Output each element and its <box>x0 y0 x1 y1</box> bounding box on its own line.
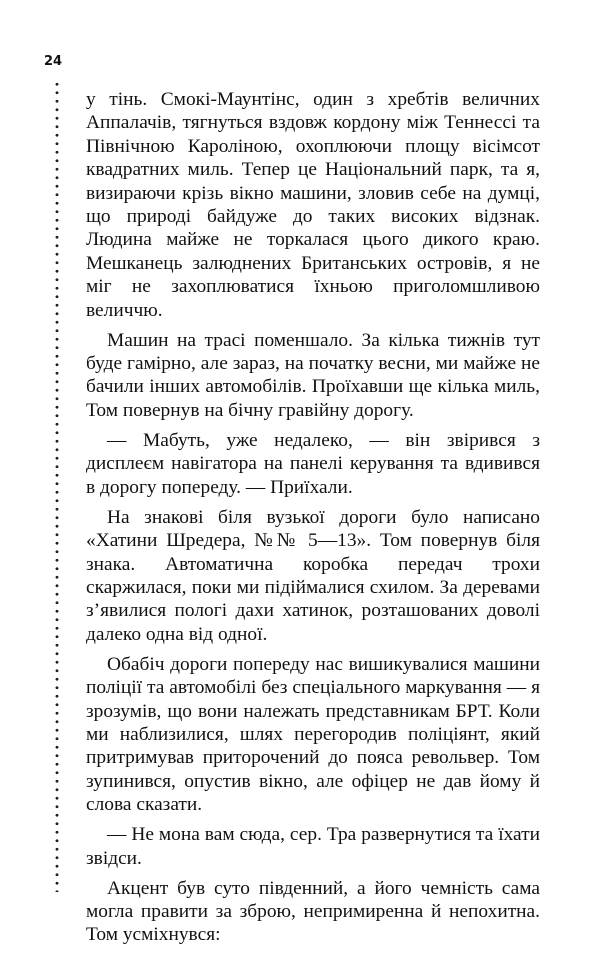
page-number: 24 <box>44 54 63 69</box>
body-text <box>86 88 540 953</box>
paragraph: Обабіч дороги попереду нас вишикувалися машини поліції та автомобілі без спеціального маркування — я зрозумів, що вони належать представникам БРТ. Коли ми наблизилися, шлях перегородив поліціянт, який притримував приторочений до пояса револьвер. Том зупинився, опустив вікно, але офіцер не дав йому й слова сказати. <box>86 653 540 816</box>
paragraph: у тінь. Смокі-Маунтінс, один з хребтів величних Аппалачів, тягнуться вздовж кордону між Теннессі та Північною Кароліною, охоплюючи площу вісімсот квадратних миль. Тепер це Національний парк, та я, визираючи крізь вікно машини, зловив себе на думці, що природі байдуже до таких високих відзнак. Людина майже не торкалася цього дикого краю. Мешканець залюднених Британських островів, я не міг не захоплюватися їхньою приголомшливою величчю. <box>86 89 540 321</box>
paragraph: Акцент був суто південний, а його чемність сама могла правити за зброю, непримиренна й непохитна. Том усміхнувся: <box>86 877 540 946</box>
paragraph: — Не мона вам сюда, сер. Тра развернутися та їхати звідси. <box>86 824 540 869</box>
dotted-margin-rule <box>55 80 59 892</box>
paragraph: — Мабуть, уже недалеко, — він звірився з дисплеєм навігатора на панелі керування та вдивився в дорогу попереду. — Приїхали. <box>86 429 540 498</box>
paragraph: На знакові біля вузької дороги було написано «Хатини Шредера, №№ 5—13». Том повернув біля знака. Автоматична коробка передач трохи скаржилася, поки ми підіймалися схилом. За деревами з’явилися пологі дахи хатинок, розташованих доволі далеко одна від одної. <box>86 506 540 645</box>
paragraph: Машин на трасі поменшало. За кілька тижнів тут буде гамірно, але зараз, на початку весни, ми майже не бачили інших автомобілів. Проїхавши ще кілька миль, Том повернув на бічну гравійну дорогу. <box>86 329 540 421</box>
